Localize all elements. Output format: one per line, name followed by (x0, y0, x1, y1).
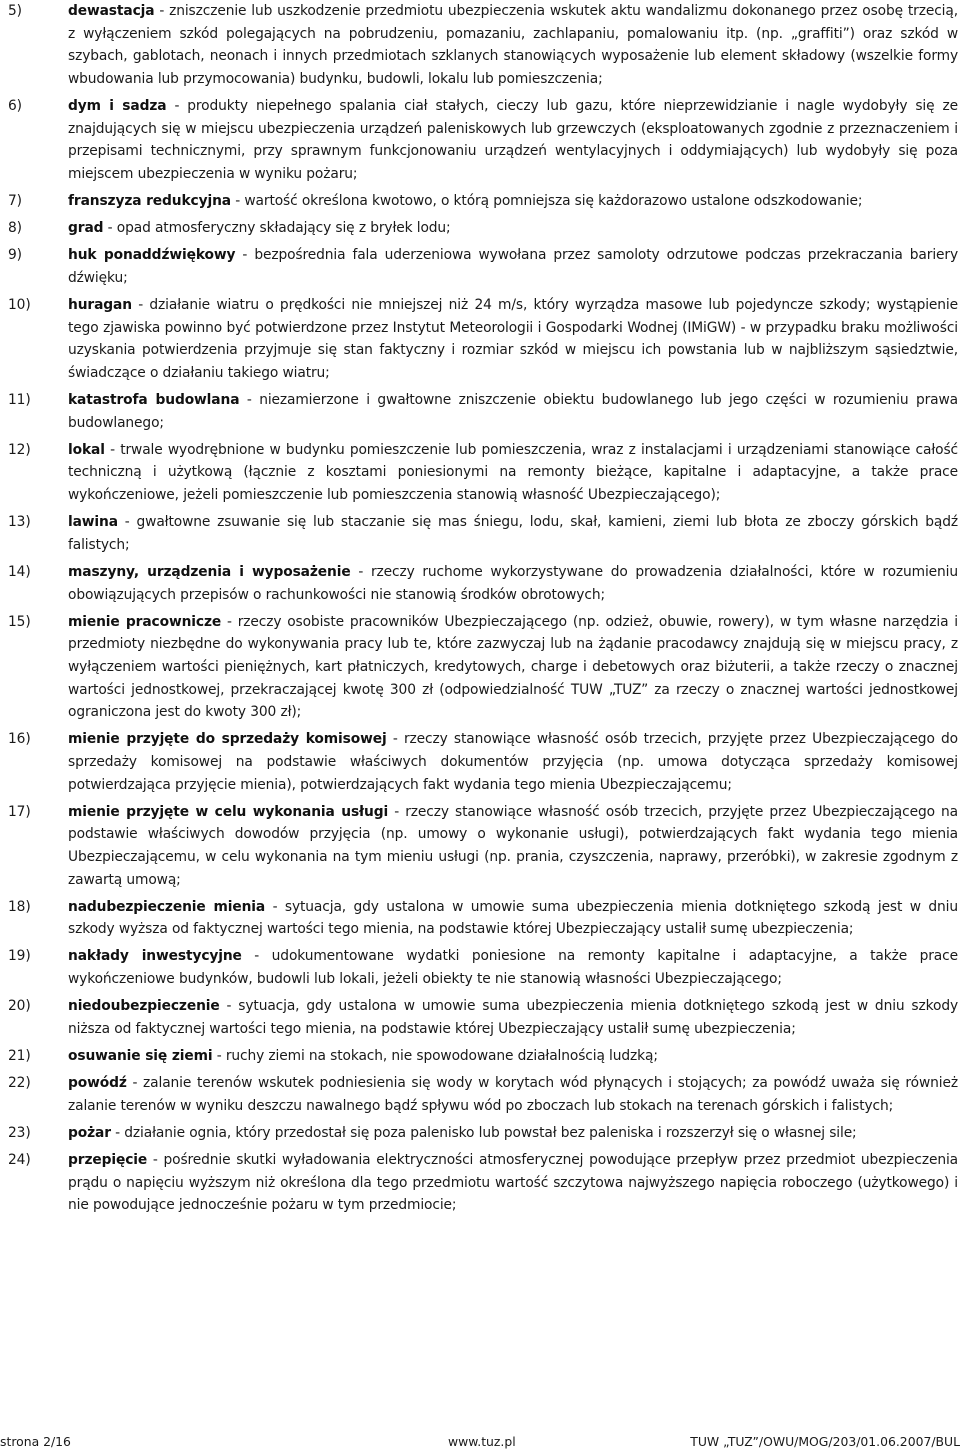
definition-item (8, 896, 958, 941)
definition-term: lawina (68, 514, 118, 531)
definition-text: - działanie ognia, który przedostał się poza palenisko lub powstał bez paleniska i rozszerzył się o własnej sile; (110, 1125, 857, 1141)
definition-text: - trwale wyodrębnione w budynku pomieszczenie lub pomieszczenia, wraz z instalacjami i urządzeniami stanowiące całość techniczną i użytkową (łącznie z kosztami poniesionymi na remonty bieżące, kapitalne i adaptacyjne, a także prace wykończeniowe, jeżeli pomieszczenie lub pomieszczenia stanowią własność Ubezpieczającego); (68, 441, 958, 504)
definition-term: nadubezpieczenie mienia (68, 898, 266, 915)
definition-number: 21) (8, 1048, 31, 1065)
definition-text: - zniszczenie lub uszkodzenie przedmiotu ubezpieczenia wskutek aktu wandalizmu dokonanego przez osobę trzecią, z wyłączeniem szkód polegających na pobrudzeniu, pomazaniu, zachlapaniu, pomalowaniu itp. (np. „graffiti”) oraz szkód w szybach, gablotach, neonach i innych przedmiotach szklanych stanowiących wyposażenie lub element składowy (wszelkie formy wbudowania lub przymocowania) budynku, budowli, lokalu lub pomieszczenia; (68, 3, 958, 87)
definition-item (8, 294, 958, 384)
definition-text: - sytuacja, gdy ustalona w umowie suma ubezpieczenia mienia dotkniętego szkodą jest w dniu szkody wyższa od faktycznej wartości tego mienia, na podstawie której Ubezpieczający ustalił sumę ubezpieczenia; (68, 898, 958, 938)
definition-term: mienie przyjęte do sprzedaży komisowej (68, 731, 387, 748)
definition-text: - rzeczy stanowiące własność osób trzecich, przyjęte przez Ubezpieczającego do sprzedaży komisowej na podstawie właściwych dokumentów przyjęcia (np. umowa dotycząca sprzedaży komisowej potwierdzająca przyjęcie mienia), potwierdzających fakt wydania tego mienia Ubezpieczającemu; (68, 731, 959, 793)
definition-term: katastrofa budowlana (68, 392, 240, 409)
definition-item (8, 190, 958, 213)
definition-number: 10) (8, 297, 31, 314)
definition-term: dym i sadza (68, 97, 167, 114)
definition-item (8, 1122, 958, 1145)
definition-number: 9) (8, 247, 22, 264)
definition-number: 13) (8, 514, 31, 531)
definitions-list (8, 0, 958, 1222)
definition-item (8, 995, 958, 1040)
website-link[interactable]: www.tuz.pl (448, 1434, 516, 1449)
definition-number: 7) (8, 192, 22, 209)
definition-term: huk ponaddźwiękowy (68, 247, 236, 264)
definition-item (8, 244, 958, 289)
definition-number: 24) (8, 1152, 31, 1169)
definition-number: 20) (8, 998, 31, 1015)
definition-text: - gwałtowne zsuwanie się lub staczanie się mas śniegu, lodu, skał, kamieni, ziemi lub błota ze zboczy górskich bądź falistych; (68, 514, 958, 553)
definition-number: 5) (8, 3, 22, 19)
definition-text: - ruchy ziemi na stokach, nie spowodowane działalnością ludzką; (212, 1048, 658, 1065)
definition-number: 16) (8, 731, 31, 748)
definition-item (8, 1045, 958, 1068)
definition-number: 22) (8, 1075, 31, 1092)
definition-text: - produkty niepełnego spalania ciał stałych, cieczy lub gazu, które nieprzewidzianie i nagle wydobyły się ze znajdujących się w miejscu ubezpieczenia urządzeń paleniskowych lub grzewczych (eksploatowanych zgodnie z przeznaczeniem i przepisami technicznymi, przy sprawnym funkcjonowaniu urządzeń wentylacyjnych i oddymiających) lub wydobyły się poza miejscem ubezpieczenia w wyniku pożaru; (68, 97, 958, 182)
definition-term: osuwanie się ziemi (68, 1048, 213, 1065)
definition-number: 8) (8, 220, 22, 237)
definition-term: dewastacja (68, 3, 155, 19)
definition-term: mienie pracownicze (68, 613, 222, 630)
definition-item (8, 1072, 958, 1117)
definition-term: maszyny, urządzenia i wyposażenie (68, 564, 351, 580)
definition-text: - niezamierzone i gwałtowne zniszczenie obiektu budowlanego lub jego części w rozumieniu prawa budowlanego; (68, 392, 959, 431)
definition-item (8, 0, 958, 90)
definition-text: - pośrednie skutki wyładowania elektryczności atmosferycznej powodujące przepływ przez przedmiot ubezpieczenia prądu o napięciu wyższym niż określona dla tego przedmiotu wartość szczytowa najwyższego napięcia roboczego (użytkowego) i nie powodujące jednocześnie pożaru w tym przedmiocie; (68, 1152, 958, 1214)
definition-text: - rzeczy stanowiące własność osób trzecich, przyjęte przez Ubezpieczającego na podstawie właściwych dowodów przyjęcia (np. umowy o wykonanie usługi), potwierdzających fakt wydania tego mienia Ubezpieczającemu, w celu wykonania na tym mieniu usługi (np. prania, czyszczenia, naprawy, przeróbki), w zakresie zgodnym z zawartą umową; (68, 803, 958, 888)
definition-item (8, 511, 958, 556)
definition-item (8, 611, 958, 724)
definition-item (8, 389, 958, 434)
definition-text: - bezpośrednia fala uderzeniowa wywołana przez samoloty odrzutowe podczas przekraczania bariery dźwięku; (68, 247, 958, 286)
definition-term: lokal (68, 441, 105, 458)
definition-text: - rzeczy osobiste pracowników Ubezpieczającego (np. odzież, obuwie, rowery), w tym własne narzędzia i przedmioty niezbędne do wykonywania pracy lub te, które zazwyczaj lub na żądanie pracodawcy znajdują się w miejscu pracy, z wyłączeniem wartości pieniężnych, kart płatniczych, kredytowych, charge i debetowych oraz biżuterii, a także rzeczy o znacznej wartości jednostkowej, przekraczającej kwotę 300 zł (odpowiedzialność TUW „TUZ” za rzeczy o znacznej wartości jednostkowej ograniczona jest do kwoty 300 zł); (68, 613, 959, 721)
page-number: strona 2/16 (0, 1434, 71, 1449)
definition-number: 6) (8, 97, 22, 114)
definition-item (8, 95, 958, 185)
document-code: TUW „TUZ”/OWU/MOG/203/01.06.2007/BUL (690, 1434, 960, 1449)
definition-term: franszyza redukcyjna (68, 192, 231, 209)
definition-item (8, 945, 958, 990)
definition-term: niedoubezpieczenie (68, 998, 220, 1015)
definition-number: 23) (8, 1125, 31, 1141)
definition-term: pożar (68, 1125, 111, 1141)
definition-number: 18) (8, 898, 31, 915)
page-footer (0, 1434, 960, 1454)
definition-text: - sytuacja, gdy ustalona w umowie suma ubezpieczenia mienia dotkniętego szkodą jest w dniu szkody niższa od faktycznej wartości tego mienia, na podstawie której Ubezpieczający ustalił sumę ubezpieczenia; (68, 998, 958, 1037)
definition-number: 15) (8, 613, 31, 630)
definition-number: 11) (8, 392, 31, 409)
definition-text: - działanie wiatru o prędkości nie mniejszej niż 24 m/s, który wyrządza masowe lub pojedyncze szkody; wystąpienie tego zjawiska powinno być potwierdzone przez Instytut Meteorologii i Gospodarki Wodnej (IMiGW) - w przypadku braku możliwości uzyskania potwierdzenia przyjmuje się stan faktyczny i rozmiar szkód w miejscu ich powstania lub w najbliższym sąsiedztwie, świadczące o działaniu takiego wiatru; (68, 297, 958, 381)
definition-term: huragan (68, 297, 132, 314)
definition-text: - opad atmosferyczny składający się z bryłek lodu; (103, 220, 451, 237)
definition-text: - zalanie terenów wskutek podniesienia się wody w korytach wód płynących i stojących; za powódź uważa się również zalanie terenów w wyniku deszczu nawalnego bądź spływu wód po zboczach lub stokach na terenach górskich i falistych; (68, 1075, 958, 1114)
definition-number: 12) (8, 441, 31, 458)
definition-term: grad (68, 220, 104, 237)
definition-text: - rzeczy ruchome wykorzystywane do prowadzenia działalności, które w rozumieniu obowiązujących przepisów o rachunkowości nie stanowią środków obrotowych; (68, 564, 959, 603)
definition-number: 14) (8, 564, 31, 580)
definition-item (8, 439, 958, 507)
definition-number: 17) (8, 803, 31, 820)
definition-item (8, 801, 958, 891)
definition-text: - udokumentowane wydatki poniesione na remonty kapitalne i adaptacyjne, a także prace wykończeniowe budynków, budowli lub lokali, jeżeli obiekty te nie stanowią własności Ubezpieczającego; (68, 948, 958, 988)
definition-term: przepięcie (68, 1152, 148, 1169)
definition-term: mienie przyjęte w celu wykonania usługi (68, 803, 389, 820)
definition-term: powódź (68, 1075, 127, 1092)
definition-number: 19) (8, 948, 31, 965)
definition-item (8, 728, 958, 796)
definition-item (8, 1149, 958, 1217)
definition-text: - wartość określona kwotowo, o którą pomniejsza się każdorazowo ustalone odszkodowanie; (231, 192, 863, 209)
definition-item (8, 217, 958, 240)
definition-term: nakłady inwestycyjne (68, 948, 242, 965)
definition-item (8, 561, 958, 606)
